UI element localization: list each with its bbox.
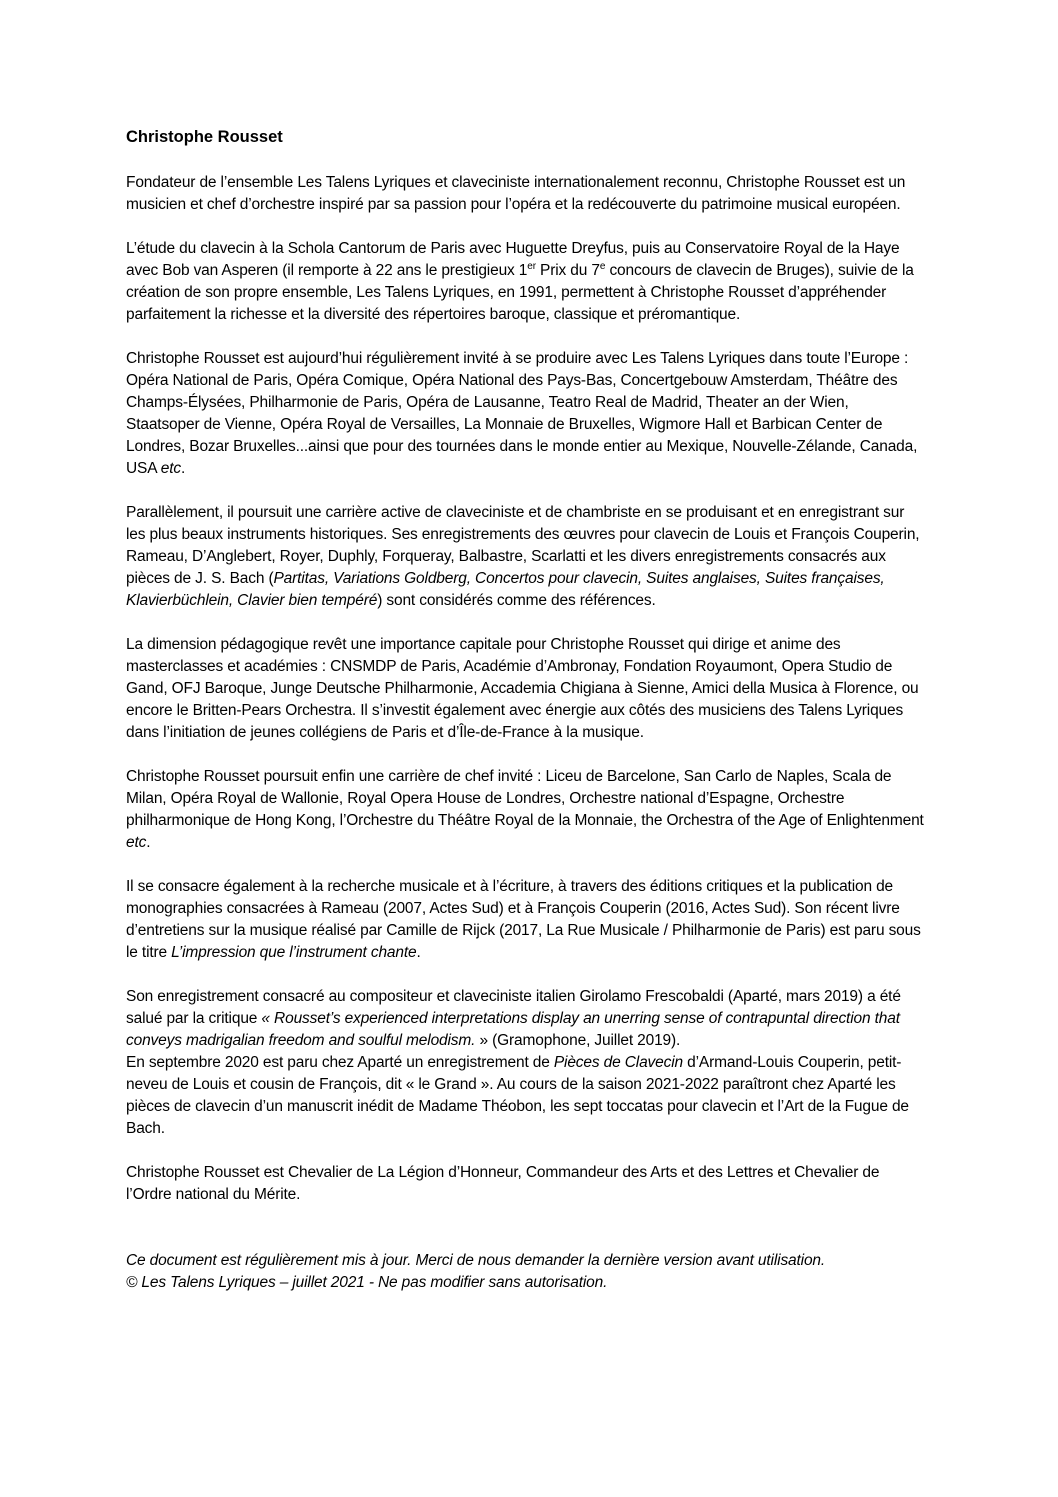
releases-work-title: Pièces de Clavecin [553, 1054, 683, 1071]
education-text-b: Prix du 7 [535, 262, 600, 279]
ordinal-first-sup: er [527, 261, 536, 272]
venues-end: . [180, 460, 186, 477]
frescobaldi-text: Son enregistrement consacré au compositeur et claveciniste italien Girolamo Frescobaldi (Aparté, mars 2019) a été salué par la critique [126, 988, 901, 1027]
paragraph-teaching: La dimension pédagogique revêt une importance capitale pour Christophe Rousset qui dirige et anime des masterclasses et académies : CNSMDP de Paris, Académie d’Ambronay, Fondation Royaumont, Opera Studio de Gand, OFJ Baroque, Junge Deutsche Philharmonie, Accademia Chigiana à Sienne, Amici della Musica à Florence, ou encore le Britten-Pears Orchestra. Il s’investit également avec énergie aux côtés des musiciens des Talens Lyriques dans l’initiation de jeunes collégiens de Paris et d’Île-de-France à la musique. [126, 636, 919, 741]
gramophone-quote: « Rousset’s experienced interpretations display an unerring sense of contrapuntal direction that conveys madrigalian freedom and soulful melodism. [126, 1010, 900, 1049]
paragraph-guest-conductor [126, 766, 926, 854]
venues-text: Christophe Rousset est aujourd’hui régulièrement invité à se produire avec Les Talens Lyriques dans toute l’Europe : Opéra National de Paris, Opéra Comique, Opéra National des Pays-Bas, Concertgebouw Amsterdam, Théâtre des Champs-Élysées, Philharmonie de Paris, Opéra de Lausanne, Teatro Real de Madrid, Theater an der Wien, Staatsoper de Vienne, Opéra Royal de Versailles, La Monnaie de Bruxelles, Wigmore Hall et Barbican Center de Londres, Bozar Bruxelles...ainsi que pour des tournées dans le monde entier au Mexique, Nouvelle-Zélande, Canada, USA [126, 350, 918, 477]
paragraph-intro: Fondateur de l’ensemble Les Talens Lyriques et claveciniste internationalement reconnu, Christophe Rousset est un musicien et chef d’orchestre inspiré par sa passion pour l’opéra et la redécouverte du patrimoine musical européen. [126, 174, 906, 213]
paragraph-frescobaldi [126, 986, 926, 1052]
research-text: Il se consacre également à la recherche musicale et à l’écriture, à travers des éditions critiques et la publication de monographies consacrées à Rameau (2007, Actes Sud) et à François Couperin (2016, Actes Sud). Son récent livre d’entretiens sur la musique réalisé par Camille de Rijck (2017, La Rue Musicale / Philharmonie de Paris) est paru sous le titre [126, 878, 921, 961]
research-book-title: L’impression que l’instrument chante [171, 944, 417, 961]
footer-copyright: © Les Talens Lyriques – juillet 2021 - Ne pas modifier sans autorisation. [126, 1274, 608, 1291]
frescobaldi-end: » (Gramophone, Juillet 2019). [475, 1032, 681, 1049]
education-text-a: L’étude du clavecin à la Schola Cantorum de Paris avec Huguette Dreyfus, puis au Conservatoire Royal de la Haye avec Bob van Asperen (il remporte à 22 ans le prestigieux 1 [126, 240, 900, 279]
recordings-works: Partitas, Variations Goldberg, Concertos pour clavecin, Suites anglaises, Suites françaises, Klavierbüchlein, Clavier bien tempéré [126, 570, 885, 609]
paragraph-education [126, 238, 926, 326]
guest-conductor-text: Christophe Rousset poursuit enfin une carrière de chef invité : Liceu de Barcelone, San Carlo de Naples, Scala de Milan, Opéra Royal de Wallonie, Royal Opera House de Londres, Orchestre national d’Espagne, Orchestre philharmonique de Hong Kong, l’Orchestre du Théâtre Royal de la Monnaie, the Orchestra of the Age of Enlightenment [126, 768, 924, 829]
paragraph-recordings [126, 502, 926, 612]
releases-text-a: En septembre 2020 est paru chez Aparté un enregistrement de [126, 1054, 554, 1071]
releases-text-b: d’Armand-Louis Couperin, petit-neveu de Louis et cousin de François, dit « le Grand ». Au cours de la saison 2021-2022 paraîtront chez Aparté les pièces de clavecin d’un manuscrit inédit de Madame Théobon, les sept toccatas pour clavecin et l’Art de la Fugue de Bach. [126, 1054, 909, 1137]
document-page [126, 126, 926, 1294]
recordings-text-a: Parallèlement, il poursuit une carrière active de claveciniste et de chambriste en se produisant et en enregistrant sur les plus beaux instruments historiques. Ses enregistrements des œuvres pour clavecin de Louis et François Couperin, Rameau, D’Anglebert, Royer, Duphly, Forqueray, Balbastre, Scarlatti et les divers enregistrements consacrés aux pièces de J. S. Bach ( [126, 504, 920, 587]
document-footer [126, 1250, 926, 1294]
recordings-text-b: ) sont considérés comme des références. [377, 592, 656, 609]
guest-conductor-end: . [146, 834, 151, 851]
education-text-c: concours de clavecin de Bruges), suivie de la création de son propre ensemble, Les Talens Lyriques, en 1991, permettent à Christophe Rousset d’appréhender parfaitement la richesse et la diversité des répertoires baroque, classique et préromantique. [126, 262, 914, 323]
venues-etc: etc [160, 460, 181, 477]
footer-update-notice: Ce document est régulièrement mis à jour. Merci de nous demander la dernière version avant utilisation. [126, 1252, 826, 1269]
paragraph-honours: Christophe Rousset est Chevalier de La Légion d’Honneur, Commandeur des Arts et des Lettres et Chevalier de l’Ordre national du Mérite. [126, 1164, 880, 1203]
ordinal-seventh-sup: e [599, 261, 606, 272]
research-end: . [416, 944, 421, 961]
paragraph-upcoming-releases [126, 1052, 926, 1140]
paragraph-research [126, 876, 926, 964]
document-title: Christophe Rousset [126, 128, 283, 146]
paragraph-venues [126, 348, 926, 480]
guest-conductor-etc: etc [126, 834, 147, 851]
